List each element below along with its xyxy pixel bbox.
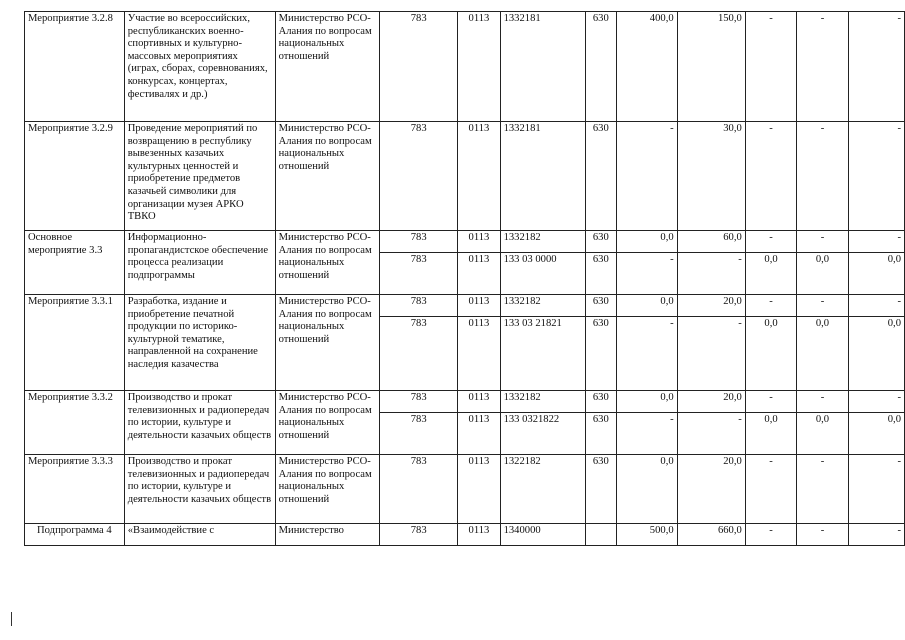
value-5-cell: - [848, 455, 904, 524]
vr-cell: 630 [585, 231, 617, 253]
description-cell: Информационно-пропагандистское обеспечение процесса реализации подпрограммы [124, 231, 275, 295]
description-cell: Проведение мероприятий по возвращению в республику вывезенных казачьих культурных ценностей и приобретение предметов казачьей символики для организации музея АРКО ТВКО [124, 122, 275, 231]
rzpr-cell: 0113 [458, 253, 500, 295]
name-cell: Основное мероприятие 3.3 [25, 231, 125, 295]
description-cell: Производство и прокат телевизионных и радиопередач по истории, культуре и деятельности казачьих обществ [124, 391, 275, 455]
value-5-cell: - [848, 391, 904, 413]
value-4-cell: 0,0 [797, 253, 848, 295]
value-5-cell: - [848, 12, 904, 122]
value-1-cell: - [617, 122, 678, 231]
rzpr-cell: 0113 [458, 122, 500, 231]
csr-cell: 133 03 0000 [500, 253, 585, 295]
grbs-cell: 783 [380, 391, 458, 413]
value-3-cell: - [745, 295, 796, 317]
vr-cell [585, 524, 617, 546]
value-2-cell: 20,0 [677, 455, 745, 524]
grbs-cell: 783 [380, 317, 458, 391]
grbs-cell: 783 [380, 122, 458, 231]
value-3-cell: - [745, 455, 796, 524]
vr-cell: 630 [585, 253, 617, 295]
rzpr-cell: 0113 [458, 524, 500, 546]
value-1-cell: 0,0 [617, 295, 678, 317]
table-row [25, 231, 905, 253]
value-2-cell: - [677, 413, 745, 455]
csr-cell: 1332182 [500, 231, 585, 253]
executor-cell: Министерство РСО-Алания по вопросам национальных отношений [275, 231, 379, 295]
grbs-cell: 783 [380, 231, 458, 253]
csr-cell: 1332181 [500, 122, 585, 231]
grbs-cell: 783 [380, 295, 458, 317]
description-cell: Производство и прокат телевизионных и радиопередач по истории, культуре и деятельности казачьих обществ [124, 455, 275, 524]
rzpr-cell: 0113 [458, 295, 500, 317]
description-cell: «Взаимодействие с [124, 524, 275, 546]
value-4-cell: - [797, 12, 848, 122]
table-row [25, 524, 905, 546]
value-2-cell: - [677, 317, 745, 391]
value-2-cell: 660,0 [677, 524, 745, 546]
csr-cell: 133 03 21821 [500, 317, 585, 391]
vr-cell: 630 [585, 12, 617, 122]
value-4-cell: - [797, 231, 848, 253]
value-2-cell: 60,0 [677, 231, 745, 253]
name-cell: Мероприятие 3.3.3 [25, 455, 125, 524]
executor-cell: Министерство РСО-Алания по вопросам национальных отношений [275, 12, 379, 122]
csr-cell: 1322182 [500, 455, 585, 524]
grbs-cell: 783 [380, 12, 458, 122]
rzpr-cell: 0113 [458, 391, 500, 413]
executor-cell: Министерство [275, 524, 379, 546]
value-1-cell: 400,0 [617, 12, 678, 122]
executor-cell: Министерство РСО-Алания по вопросам национальных отношений [275, 455, 379, 524]
budget-table [24, 11, 905, 546]
value-3-cell: 0,0 [745, 317, 796, 391]
value-1-cell: 0,0 [617, 391, 678, 413]
vr-cell: 630 [585, 455, 617, 524]
description-cell: Разработка, издание и приобретение печатной продукции по историко-культурной тематике, направленной на сохранение наследия казачества [124, 295, 275, 391]
grbs-cell: 783 [380, 253, 458, 295]
csr-cell: 133 0321822 [500, 413, 585, 455]
vr-cell: 630 [585, 122, 617, 231]
value-5-cell: - [848, 295, 904, 317]
value-3-cell: - [745, 391, 796, 413]
rzpr-cell: 0113 [458, 12, 500, 122]
value-4-cell: 0,0 [797, 317, 848, 391]
value-2-cell: 30,0 [677, 122, 745, 231]
table-row [25, 12, 905, 122]
grbs-cell: 783 [380, 413, 458, 455]
name-cell: Мероприятие 3.2.8 [25, 12, 125, 122]
csr-cell: 1332182 [500, 295, 585, 317]
table-row [25, 455, 905, 524]
name-cell: Мероприятие 3.2.9 [25, 122, 125, 231]
value-4-cell: - [797, 524, 848, 546]
value-5-cell: - [848, 122, 904, 231]
value-3-cell: - [745, 231, 796, 253]
vr-cell: 630 [585, 317, 617, 391]
value-3-cell: - [745, 524, 796, 546]
value-5-cell: 0,0 [848, 317, 904, 391]
value-1-cell: 500,0 [617, 524, 678, 546]
value-5-cell: 0,0 [848, 413, 904, 455]
page-edge-mark [11, 612, 12, 626]
value-1-cell: - [617, 253, 678, 295]
executor-cell: Министерство РСО-Алания по вопросам национальных отношений [275, 122, 379, 231]
vr-cell: 630 [585, 295, 617, 317]
value-1-cell: - [617, 317, 678, 391]
value-4-cell: - [797, 122, 848, 231]
value-2-cell: - [677, 253, 745, 295]
value-4-cell: - [797, 455, 848, 524]
csr-cell: 1332181 [500, 12, 585, 122]
name-cell: Подпрограмма 4 [25, 524, 125, 546]
rzpr-cell: 0113 [458, 231, 500, 253]
value-4-cell: 0,0 [797, 413, 848, 455]
value-1-cell: 0,0 [617, 231, 678, 253]
value-4-cell: - [797, 391, 848, 413]
vr-cell: 630 [585, 413, 617, 455]
grbs-cell: 783 [380, 524, 458, 546]
value-2-cell: 20,0 [677, 391, 745, 413]
value-3-cell: - [745, 122, 796, 231]
rzpr-cell: 0113 [458, 455, 500, 524]
table-row [25, 391, 905, 413]
executor-cell: Министерство РСО-Алания по вопросам национальных отношений [275, 391, 379, 455]
value-3-cell: 0,0 [745, 413, 796, 455]
csr-cell: 1332182 [500, 391, 585, 413]
description-cell: Участие во всероссийских, республиканских военно-спортивных и культурно-массовых мероприятиях (играх, сборах, соревнованиях, конкурсах, концертах, фестивалях и др.) [124, 12, 275, 122]
value-3-cell: 0,0 [745, 253, 796, 295]
name-cell: Мероприятие 3.3.1 [25, 295, 125, 391]
value-2-cell: 150,0 [677, 12, 745, 122]
value-4-cell: - [797, 295, 848, 317]
grbs-cell: 783 [380, 455, 458, 524]
executor-cell: Министерство РСО-Алания по вопросам национальных отношений [275, 295, 379, 391]
vr-cell: 630 [585, 391, 617, 413]
value-5-cell: - [848, 231, 904, 253]
name-cell: Мероприятие 3.3.2 [25, 391, 125, 455]
csr-cell: 1340000 [500, 524, 585, 546]
table-row [25, 295, 905, 317]
value-1-cell: - [617, 413, 678, 455]
value-1-cell: 0,0 [617, 455, 678, 524]
value-2-cell: 20,0 [677, 295, 745, 317]
value-5-cell: 0,0 [848, 253, 904, 295]
rzpr-cell: 0113 [458, 317, 500, 391]
rzpr-cell: 0113 [458, 413, 500, 455]
table-row [25, 122, 905, 231]
value-3-cell: - [745, 12, 796, 122]
value-5-cell: - [848, 524, 904, 546]
